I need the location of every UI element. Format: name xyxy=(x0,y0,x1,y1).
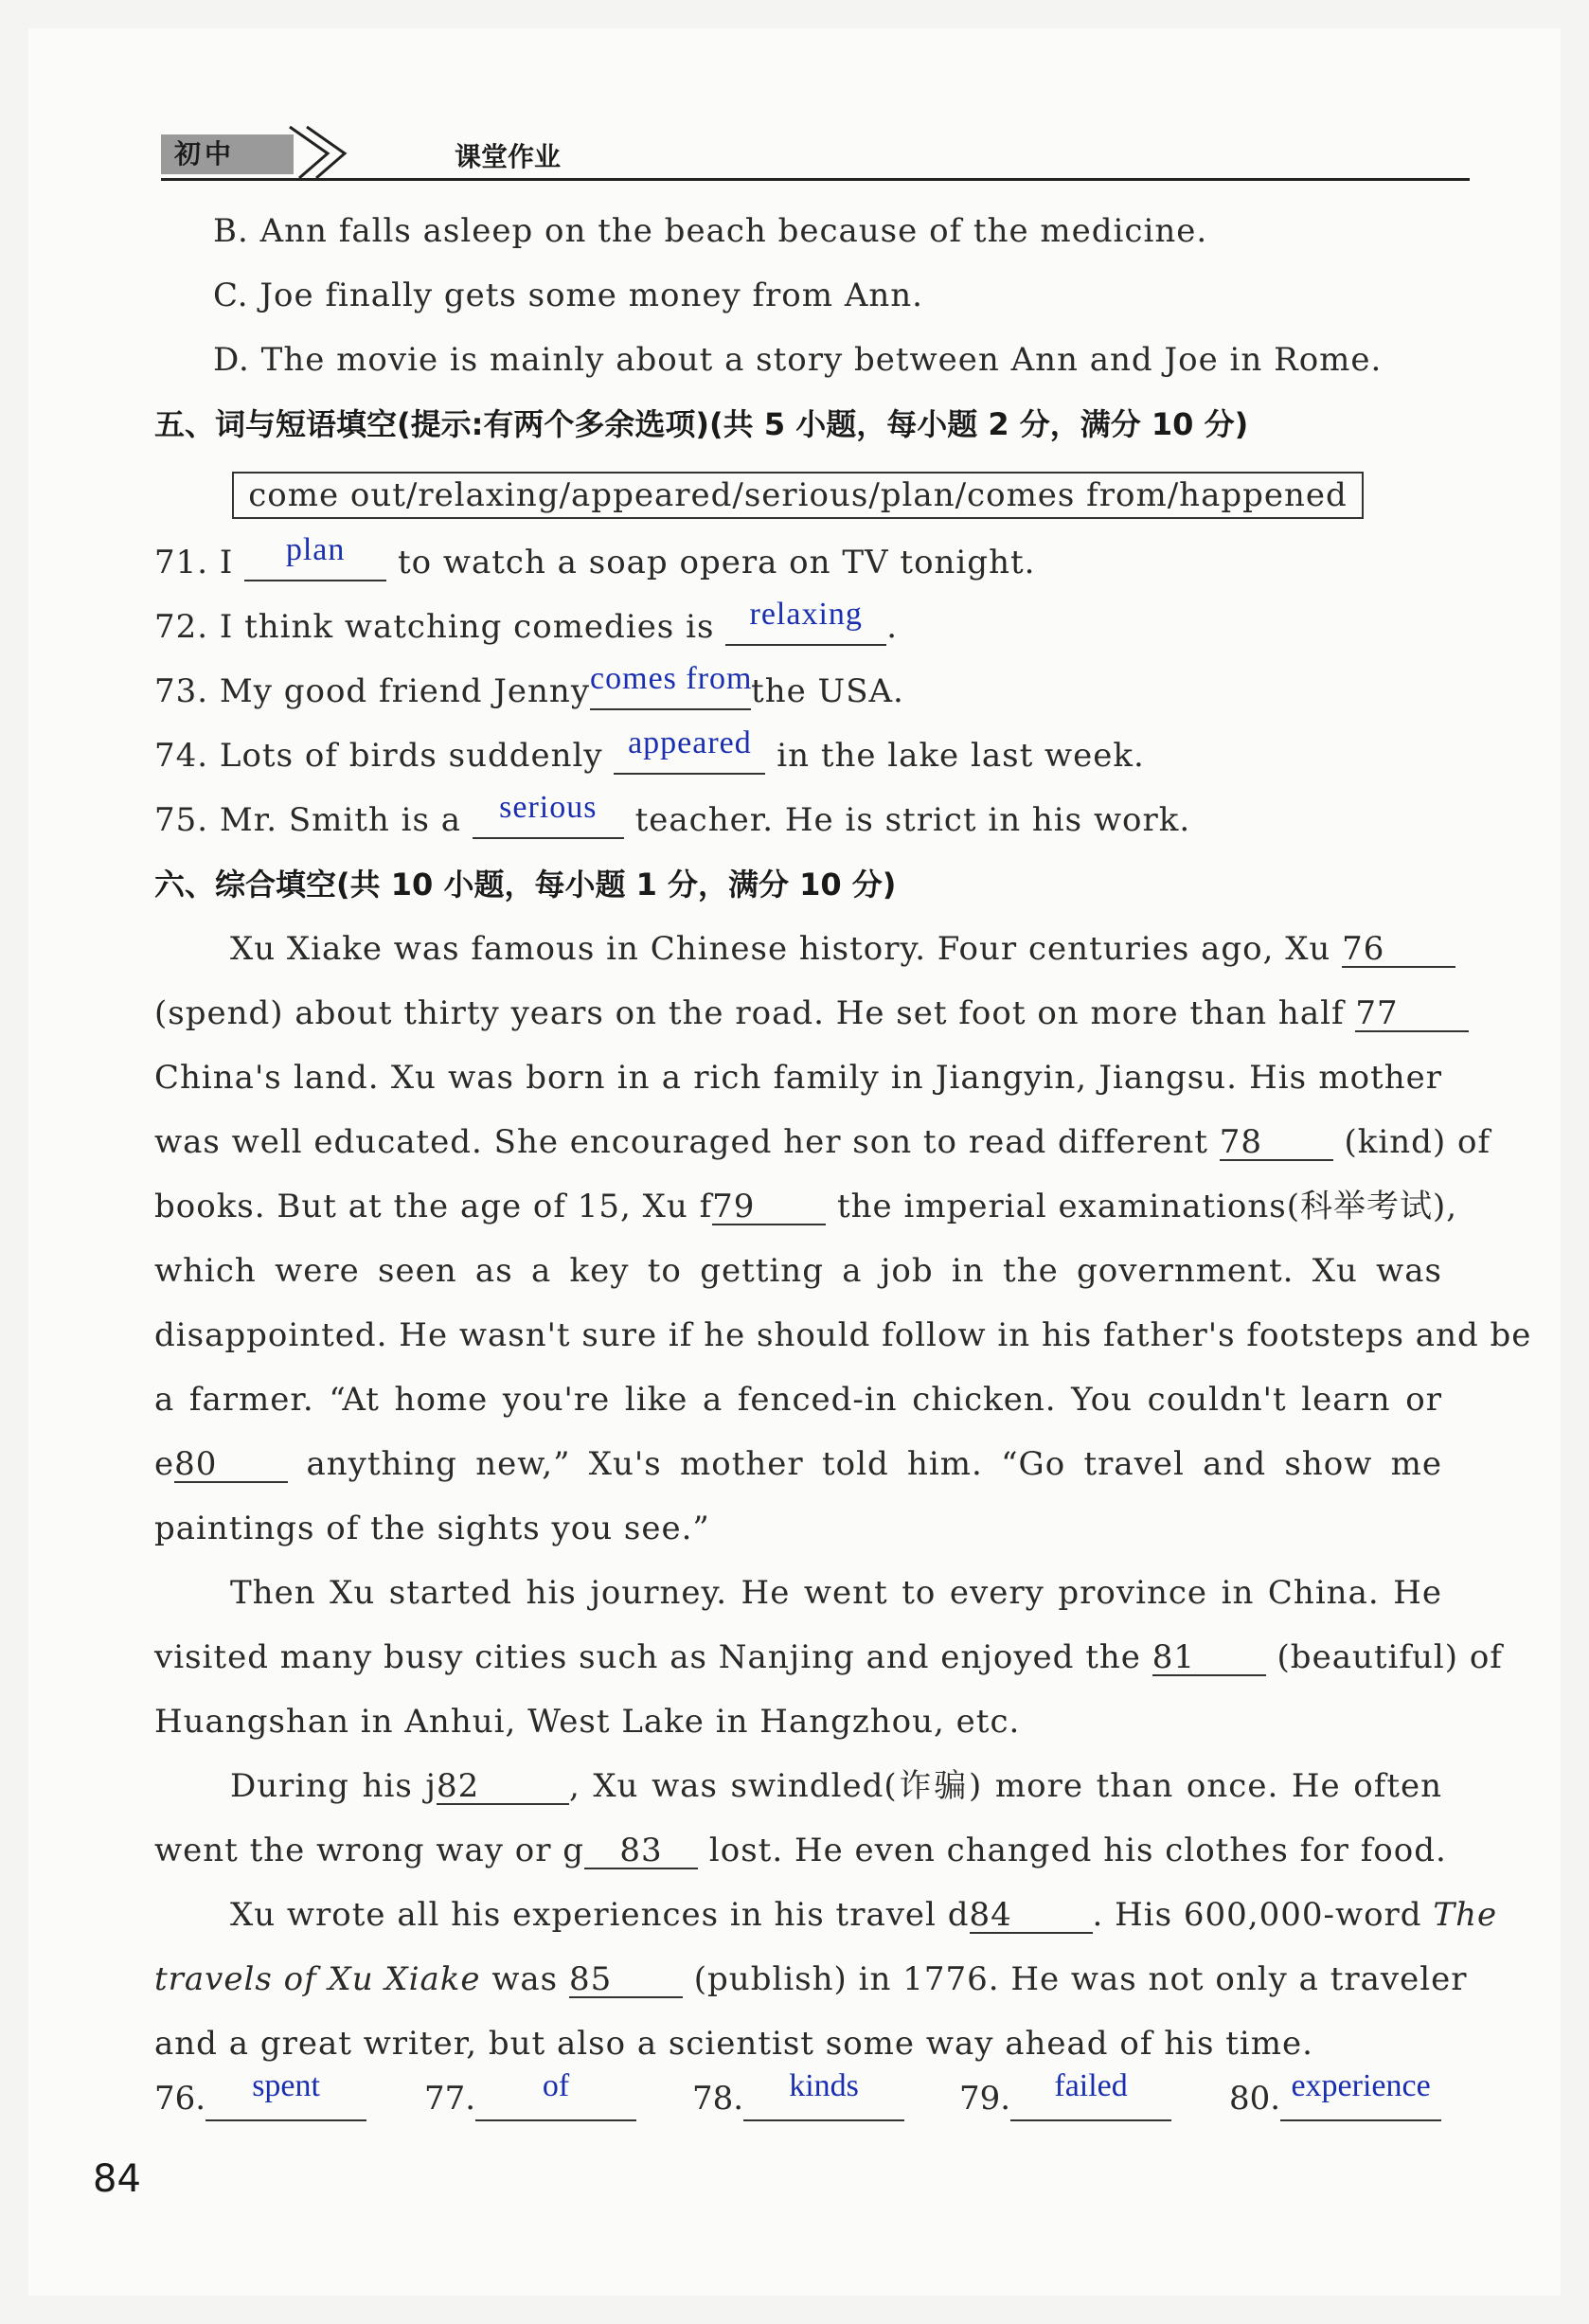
q75-blank[interactable] xyxy=(473,790,624,839)
option-d: D. The movie is mainly about a story between Ann and Joe in Rome. xyxy=(213,341,1383,379)
answer-78: 78. kinds xyxy=(692,2080,904,2121)
answer-80: 80. experience xyxy=(1229,2080,1441,2121)
p1-line6: which were seen as a key to getting a job in the government. Xu was xyxy=(154,1252,1442,1290)
p1-line2: (spend) about thirty years on the road. He set foot on more than half 77 xyxy=(154,992,1442,1034)
section5-heading: 五、词与短语填空(提示:有两个多余选项)(共 5 小题，每小题 2 分，满分 10 分) xyxy=(154,406,1249,442)
p4-line2: travels of Xu Xiake was 85 (publish) in 1776. He was not only a traveler xyxy=(154,1960,1468,1998)
q75-answer: serious xyxy=(499,790,598,825)
q73-answer: comes from xyxy=(590,661,753,696)
blank-85[interactable]: 85 xyxy=(569,1962,683,1998)
p4-line3: and a great writer, but also a scientist some way ahead of his time. xyxy=(154,2025,1313,2063)
p2-line3: Huangshan in Anhui, West Lake in Hangzhou, etc. xyxy=(154,1703,1021,1741)
answer-77: 77. of xyxy=(424,2080,636,2121)
blank-78[interactable]: 78 xyxy=(1220,1125,1333,1161)
answer-77-blank[interactable]: of xyxy=(475,2082,636,2121)
blank-84[interactable]: 84 xyxy=(970,1898,1093,1934)
blank-79[interactable]: 79 xyxy=(712,1189,826,1225)
question-73 xyxy=(154,661,1442,712)
answer-76: 76. spent xyxy=(154,2080,366,2121)
option-b: B. Ann falls asleep on the beach because of the medicine. xyxy=(213,212,1208,250)
p1-line3: China's land. Xu was born in a rich family in Jiangyin, Jiangsu. His mother xyxy=(154,1059,1442,1097)
q72-pre: 72. I think watching comedies is xyxy=(154,608,715,646)
q75-pre: 75. Mr. Smith is a xyxy=(154,801,461,839)
q74-post: in the lake last week. xyxy=(777,737,1145,775)
q74-answer: appeared xyxy=(628,725,752,760)
page-header xyxy=(161,123,1470,180)
p1-line7: disappointed. He wasn't sure if he should follow in his father's footsteps and be xyxy=(154,1316,1532,1354)
header-title: 课堂作业 xyxy=(455,141,562,172)
blank-83[interactable]: 83 xyxy=(584,1833,698,1869)
question-72 xyxy=(154,597,1442,648)
q75-post: teacher. He is strict in his work. xyxy=(634,801,1191,839)
question-71 xyxy=(154,532,1442,583)
p1-line10: paintings of the sights you see.” xyxy=(154,1510,710,1547)
p1-line5: books. But at the age of 15, Xu f79 the imperial examinations(科举考试), xyxy=(154,1188,1458,1225)
q72-post: . xyxy=(886,608,899,646)
p3-line2: went the wrong way or g 83 lost. He even changed his clothes for food. xyxy=(154,1832,1447,1869)
blank-80[interactable]: 80 xyxy=(174,1447,288,1483)
page-number: 84 xyxy=(93,2157,141,2201)
blank-77[interactable]: 77 xyxy=(1355,996,1469,1032)
option-c: C. Joe finally gets some money from Ann. xyxy=(213,277,923,314)
p2-line2: visited many busy cities such as Nanjing and enjoyed the 81 (beautiful) of xyxy=(154,1638,1503,1676)
q73-blank[interactable] xyxy=(590,661,753,710)
q74-blank[interactable] xyxy=(614,725,765,775)
q71-post: to watch a soap opera on TV tonight. xyxy=(397,544,1036,581)
p1-line4: was well educated. She encouraged her son to read different 78 (kind) of xyxy=(154,1123,1491,1161)
answer-76-blank[interactable]: spent xyxy=(205,2082,366,2121)
chevron-icon xyxy=(252,123,356,180)
blank-76[interactable]: 76 xyxy=(1342,932,1455,968)
q73-pre: 73. My good friend Jenny xyxy=(154,672,591,710)
answer-79: 79. failed xyxy=(959,2080,1171,2121)
blank-82[interactable]: 82 xyxy=(437,1769,569,1805)
answer-78-blank[interactable]: kinds xyxy=(743,2082,904,2121)
p2-line1: Then Xu started his journey. He went to every province in China. He xyxy=(230,1574,1442,1612)
blank-81[interactable]: 81 xyxy=(1152,1640,1266,1676)
q71-answer: plan xyxy=(285,532,346,567)
q71-blank[interactable] xyxy=(244,532,386,581)
p1-line1: Xu Xiake was famous in Chinese history. Four centuries ago, Xu 76 xyxy=(154,928,1442,970)
answer-79-blank[interactable]: failed xyxy=(1010,2082,1171,2121)
q74-pre: 74. Lots of birds suddenly xyxy=(154,737,603,775)
q72-blank[interactable] xyxy=(725,597,886,646)
p3-line1: During his j82 , Xu was swindled(诈骗) more than once. He often xyxy=(230,1767,1442,1805)
answer-row xyxy=(154,2068,1442,2127)
q72-answer: relaxing xyxy=(749,597,863,632)
answer-80-blank[interactable]: experience xyxy=(1280,2082,1441,2121)
word-box: come out/relaxing/appeared/serious/plan/comes from/happened xyxy=(232,472,1364,519)
q73-post: the USA. xyxy=(751,672,904,710)
p4-line1: Xu wrote all his experiences in his travel d84 . His 600,000-word The xyxy=(230,1896,1498,1934)
q71-pre: 71. I xyxy=(154,544,234,581)
p1-line9: e80 anything new,” Xu's mother told him. “Go travel and show me xyxy=(154,1445,1442,1483)
p1-line8: a farmer. “At home you're like a fenced-in chicken. You couldn't learn or xyxy=(154,1381,1442,1419)
header-rule xyxy=(161,178,1470,181)
question-74 xyxy=(154,725,1442,777)
question-75 xyxy=(154,790,1442,841)
level-tag: 初中 xyxy=(161,134,294,174)
section6-heading: 六、综合填空(共 10 小题，每小题 1 分，满分 10 分) xyxy=(154,867,897,903)
